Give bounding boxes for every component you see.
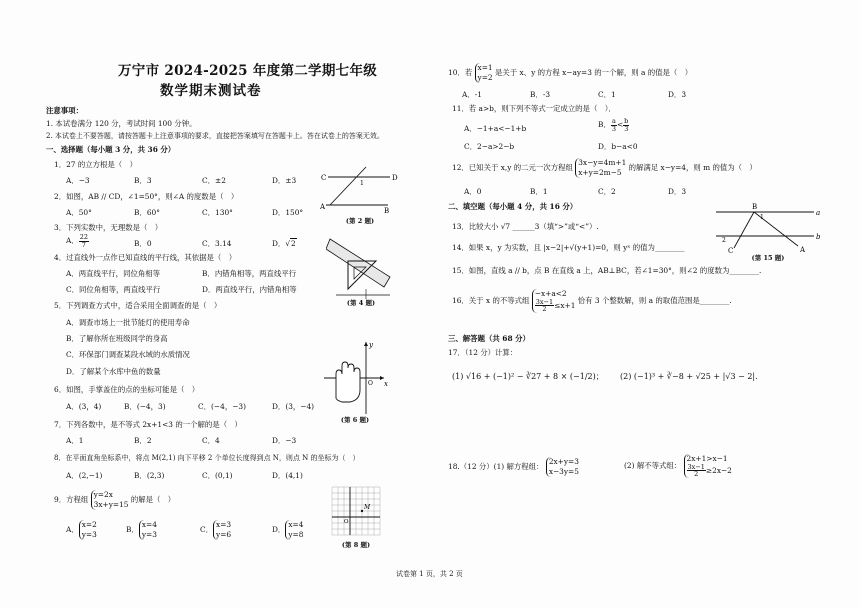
equation-system	[475, 63, 493, 83]
equation: y=3	[141, 529, 157, 539]
equation: x+y=2m−5	[578, 167, 622, 177]
option-c: C．(−4，−3)	[198, 402, 246, 411]
question-17: 17．（12 分）计算：	[448, 348, 518, 357]
option-a: A．两直线平行，同位角相等	[66, 269, 161, 278]
option-a	[66, 234, 89, 248]
option-d: D．±3	[272, 176, 297, 185]
fraction	[687, 464, 706, 478]
page-number: 试卷第 1 页，共 2 页	[396, 570, 463, 578]
option-a: A．调查市场上一批节能灯的使用寿命	[66, 318, 190, 327]
label-a: a	[816, 209, 821, 217]
question-stem	[448, 63, 692, 83]
origin-label: O	[368, 380, 373, 387]
label-c: C	[321, 174, 327, 182]
radicand: 2	[291, 239, 296, 248]
option-b: B．60°	[134, 208, 160, 217]
question-stem: 5．下列调查方式中，适合采用全面调查的是（ ）	[54, 301, 222, 310]
option-a: A．(2,−1)	[66, 471, 103, 480]
option-c: C．(0,1)	[202, 471, 233, 480]
option-label: A．	[66, 524, 79, 534]
option-c: C．同位角相等，两直线平行	[66, 285, 161, 294]
equation: x=2	[81, 520, 97, 529]
segment-bc	[734, 212, 754, 248]
option-c: C．±2	[202, 176, 226, 185]
stem-text: 恰有 3 个整数解，则 a 的取值范围是________.	[577, 296, 732, 305]
equation: x=4	[141, 520, 157, 529]
option-b: B．(2,3)	[134, 471, 165, 480]
equation: y=2x	[93, 490, 113, 499]
label-B: B	[752, 203, 758, 211]
grid-coordinate-diagram	[330, 485, 382, 541]
option-a: A．−3	[66, 176, 90, 185]
stem-text: 18.（12 分）(1) 解方程组：	[448, 461, 544, 471]
option-d: D．两直线平行，内错角相等	[202, 285, 297, 294]
option-d: D．3	[668, 90, 687, 99]
parallel-lines-angle-diagram	[714, 202, 822, 254]
equation: x=4	[288, 520, 304, 529]
note-item: 2. 本试卷上不要答题，请按答题卡上注意事项的要求，直接把答案填写在答题卡上。答在试卷上的答案无效。	[46, 132, 384, 140]
option-b: B．(−4，3)	[124, 402, 166, 411]
denominator: 7	[81, 240, 86, 249]
x-label: x	[384, 380, 388, 388]
equation: x=1	[477, 63, 493, 72]
question-stem	[54, 490, 175, 510]
numerator: 22	[79, 233, 89, 241]
option-b: B．内错角相等，两直线平行	[202, 269, 297, 278]
option-a: A．0	[464, 187, 482, 196]
question-stem: 11．若 a>b，则下列不等式一定成立的是（ ）．	[452, 104, 616, 113]
figure-caption: (第 15 题)	[751, 254, 785, 262]
numerator: 3x−1	[535, 297, 554, 306]
option-d: D．(4,1)	[272, 471, 303, 480]
stem-text: 的解是（ ）	[130, 494, 176, 504]
ruler-shape	[326, 239, 390, 287]
figure-caption: (第 6 题)	[340, 416, 370, 424]
label-C: C	[728, 247, 734, 254]
option-c: C．4	[202, 436, 220, 445]
option-d: D．−3	[272, 436, 297, 445]
parallel-lines-diagram	[320, 165, 400, 217]
figure-caption: (第 2 题)	[345, 217, 375, 225]
stem-text: 12．已知关于 x,y 的二元一次方程组	[452, 162, 573, 172]
option-c: C．130°	[202, 208, 233, 217]
denominator: 2	[694, 470, 699, 479]
stem-text: 10．若	[448, 67, 473, 77]
equation-system	[575, 158, 626, 178]
hand-shape	[336, 362, 360, 402]
equation-system	[91, 490, 129, 510]
question-17-part1: (1) √16 + (−1)² − ∛27 + 8 × (−1/2)；	[452, 372, 604, 381]
denominator: 3	[624, 124, 629, 133]
option-label: D．	[272, 524, 286, 534]
relation: <	[616, 120, 624, 129]
label-m: M	[364, 504, 371, 511]
fraction	[79, 234, 89, 248]
option-label: B．	[126, 524, 139, 534]
label-A: A	[800, 246, 806, 254]
numerator: b	[624, 117, 629, 125]
denominator: 2	[542, 305, 547, 314]
question-stem: 8．在平面直角坐标系中，将点 M(2,1) 向下平移 2 个单位长度得到点 N，则点 N 的坐标为（ ）	[54, 454, 360, 462]
inequality-system	[684, 454, 732, 478]
option-c: C．2−a>2−b	[464, 142, 515, 151]
question-18-part2	[624, 454, 732, 478]
figure-q6	[322, 338, 388, 424]
stem-text: 的解满足 x−y=4，则 m 的值为（ ）	[628, 162, 757, 172]
label-1: 1	[760, 214, 764, 221]
point-m	[361, 510, 363, 512]
figure-q4	[326, 233, 396, 307]
label-b: b	[816, 233, 821, 241]
option-c	[200, 520, 231, 540]
figure-caption: (第 8 题)	[341, 541, 371, 549]
ruler-triangle-diagram	[326, 233, 396, 299]
option-b: B．2	[134, 436, 152, 445]
option-a: A．50°	[66, 208, 92, 217]
question-14: 14．如果 x，y 为实数，且 |x−2|+√(y+1)=0，则 yˣ 的值为________	[452, 243, 685, 252]
option-c: C．1	[598, 90, 616, 99]
stem-text: 9．方程组	[54, 494, 89, 504]
option-a: A．−1+a<−1+b	[464, 124, 527, 133]
label-a: A	[320, 203, 326, 211]
equation: y=6	[216, 529, 232, 539]
option-d: D．3	[668, 187, 687, 196]
option-d: D．了解某个水库中鱼的数量	[66, 367, 161, 376]
stem-text: 是关于 x、y 的方程 x−ay=3 的一个解，则 a 的值是（ ）	[494, 67, 693, 77]
stem-text: (2) 解不等式组：	[624, 461, 682, 470]
equation: 2x+y=3	[548, 457, 579, 466]
option-d: D．b−a<0	[598, 142, 638, 151]
section-heading: 一、选择题（每小题 3 分，共 36 分）	[46, 145, 176, 154]
question-stem: 6．如图，手掌盖住的点的坐标可能是（ ）	[54, 385, 200, 394]
figure-q8	[330, 485, 382, 549]
equation-system	[546, 457, 579, 477]
option-c: C．2	[598, 187, 616, 196]
question-15: 15．如图，直线 a // b，点 B 在直线 a 上，AB⊥BC，若∠1=30°，则∠2 的度数为________.	[452, 266, 762, 275]
hand-coordinate-diagram	[322, 338, 388, 416]
option-label: C．	[200, 524, 214, 534]
origin-label: O	[344, 519, 349, 525]
question-13: 13．比较大小 √7 ______3（填“>”或“<”）.	[452, 222, 599, 231]
equation: 3x+y=15	[93, 499, 129, 509]
option-b: B．了解你所在班级同学的身高	[66, 334, 168, 343]
label-d: D	[392, 174, 398, 182]
label-b: B	[384, 207, 390, 215]
y-label: y	[369, 341, 373, 349]
option-a: A．(3，4)	[66, 402, 102, 411]
option-b: B．-3	[530, 90, 551, 99]
question-stem	[452, 158, 757, 178]
equation: y=2	[477, 72, 493, 82]
solution-system	[213, 520, 231, 540]
question-stem: 4．过直线外一点作已知直线的平行线，其依据是（ ）	[54, 253, 237, 262]
numerator: a	[611, 117, 616, 125]
y-arrow	[364, 342, 368, 346]
option-b	[598, 118, 629, 132]
inequality: ≥2x−2	[705, 465, 732, 475]
stem-text: 16．关于 x 的不等式组	[452, 296, 530, 305]
option-d: D．(3，−4)	[272, 402, 315, 411]
inequality: −x+a<2	[534, 289, 567, 298]
option-label: D．	[272, 239, 286, 248]
option-b	[126, 520, 157, 540]
question-stem: 1．27 的立方根是（ ）	[54, 160, 137, 169]
solution-system	[79, 520, 97, 540]
option-b: B．0	[134, 239, 152, 248]
section-heading: 三、解答题（共 68 分）	[448, 334, 530, 343]
equation: x−3y=5	[548, 466, 579, 476]
figure-q15	[714, 202, 822, 262]
equation: 3x−y=4m+1	[578, 158, 627, 167]
option-a: A．1	[66, 436, 84, 445]
section-heading: 二、填空题（每小题 4 分，共 16 分）	[448, 202, 578, 211]
fraction	[623, 118, 629, 132]
inequality: 2x+1>x−1	[686, 454, 728, 463]
option-d: D．150°	[272, 208, 304, 217]
option-a	[66, 520, 97, 540]
note-item: 1. 本试卷满分 120 分，考试时间 100 分钟。	[46, 119, 197, 128]
option-b: B．3	[134, 176, 152, 185]
equation: x=3	[216, 520, 232, 529]
inequality-system	[532, 289, 576, 313]
question-18	[448, 457, 579, 477]
option-d: D．√2	[272, 239, 296, 248]
question-stem: 2．如图，AB // CD，∠1=50°，则∠A 的度数是（ ）	[54, 192, 239, 201]
option-label: B．	[598, 120, 611, 129]
figure-q2	[320, 165, 400, 225]
question-stem: 3．下列实数中，无理数是（ ）	[54, 223, 163, 232]
exam-subtitle: 数学期末测试卷	[160, 83, 262, 99]
label-1: 1	[360, 180, 364, 187]
equation: y=3	[81, 529, 97, 539]
option-b: B．1	[530, 187, 548, 196]
option-c: C．3.14	[202, 239, 232, 248]
question-stem: 7．下列各数中，是不等式 2x+1<3 的一个解的是（ ）	[54, 420, 242, 429]
option-a: A．-1	[462, 90, 482, 99]
fraction	[535, 299, 554, 313]
label-2: 2	[722, 237, 726, 244]
solution-system	[139, 520, 157, 540]
equation: y=8	[288, 529, 304, 539]
denominator: 3	[611, 124, 616, 133]
inequality: ≤x+1	[554, 300, 576, 310]
figure-caption: (第 4 题)	[346, 299, 376, 307]
exam-title: 万宁市 2024-2025 年度第二学期七年级	[118, 63, 378, 79]
question-16	[452, 289, 732, 313]
solution-system	[285, 520, 303, 540]
notes-heading: 注意事项：	[46, 106, 83, 115]
question-17-part2: (2) (−1)³ + ∛−8 + √25 + |√3 − 2|.	[620, 372, 758, 381]
option-c: C．环保部门调查某段水域的水质情况	[66, 350, 190, 359]
numerator: 3x−1	[687, 462, 705, 471]
option-label: A．	[66, 236, 79, 245]
option-d	[272, 520, 303, 540]
